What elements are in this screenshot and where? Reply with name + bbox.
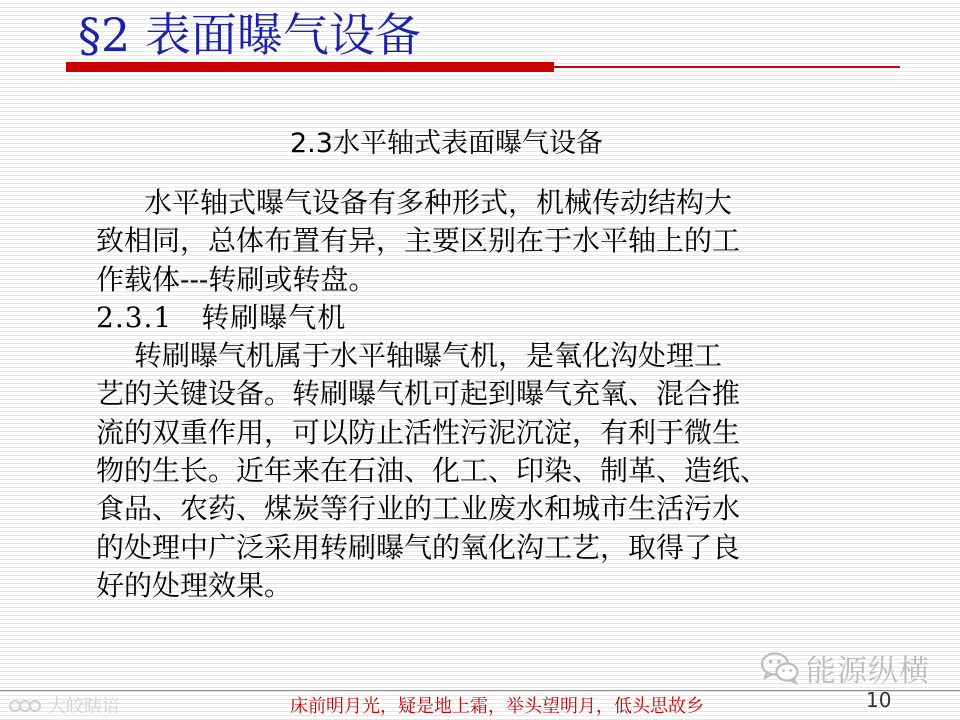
paragraph2-line: 流的双重作用，可以防止活性污泥沉淀，有利于微生 <box>96 415 741 449</box>
paragraph2-line: 物的生长。近年来在石油、化工、印染、制革、造纸、 <box>96 454 769 488</box>
paragraph2-line: 艺的关键设备。转刷曝气机可起到曝气充氧、混合推 <box>96 377 741 411</box>
subsection-heading: 2.3.1 转刷曝气机 <box>96 300 347 334</box>
paragraph1-line: 致相同，总体布置有异，主要区别在于水平轴上的工 <box>96 224 741 258</box>
title-underline-thick <box>66 62 554 72</box>
footer-poem: 床前明月光，疑是地上霜，举头望明月，低头思故乡 <box>290 696 704 717</box>
paragraph2-line: 好的处理效果。 <box>96 568 293 602</box>
wechat-account-name: 能源纵横 <box>806 654 930 689</box>
paragraph1-line: 作载体---转刷或转盘。 <box>96 262 377 296</box>
watermark-logo-icon <box>8 696 44 714</box>
paragraph2-line: 的处理中广泛采用转刷曝气的氧化沟工艺，取得了良 <box>96 530 741 564</box>
paragraph2-line: 转刷曝气机属于水平轴曝气机，是氧化沟处理工 <box>134 339 723 373</box>
slide-title: §2 表面曝气设备 <box>78 8 421 62</box>
watermark <box>8 692 120 718</box>
slide-body <box>96 184 856 605</box>
section-heading: 2.3水平轴式表面曝气设备 <box>290 128 603 159</box>
wechat-icon <box>760 651 800 685</box>
watermark-text: 大皎瞎谙 <box>48 696 120 717</box>
paragraph1-line: 水平轴式曝气设备有多种形式，机械传动结构大 <box>144 186 733 219</box>
wechat-watermark <box>760 650 930 689</box>
footer-divider <box>0 690 960 691</box>
paragraph2-line: 食品、农药、煤炭等行业的工业废水和城市生活污水 <box>96 492 741 526</box>
page-number: 10 <box>866 688 892 712</box>
title-underline-thin <box>554 66 900 68</box>
